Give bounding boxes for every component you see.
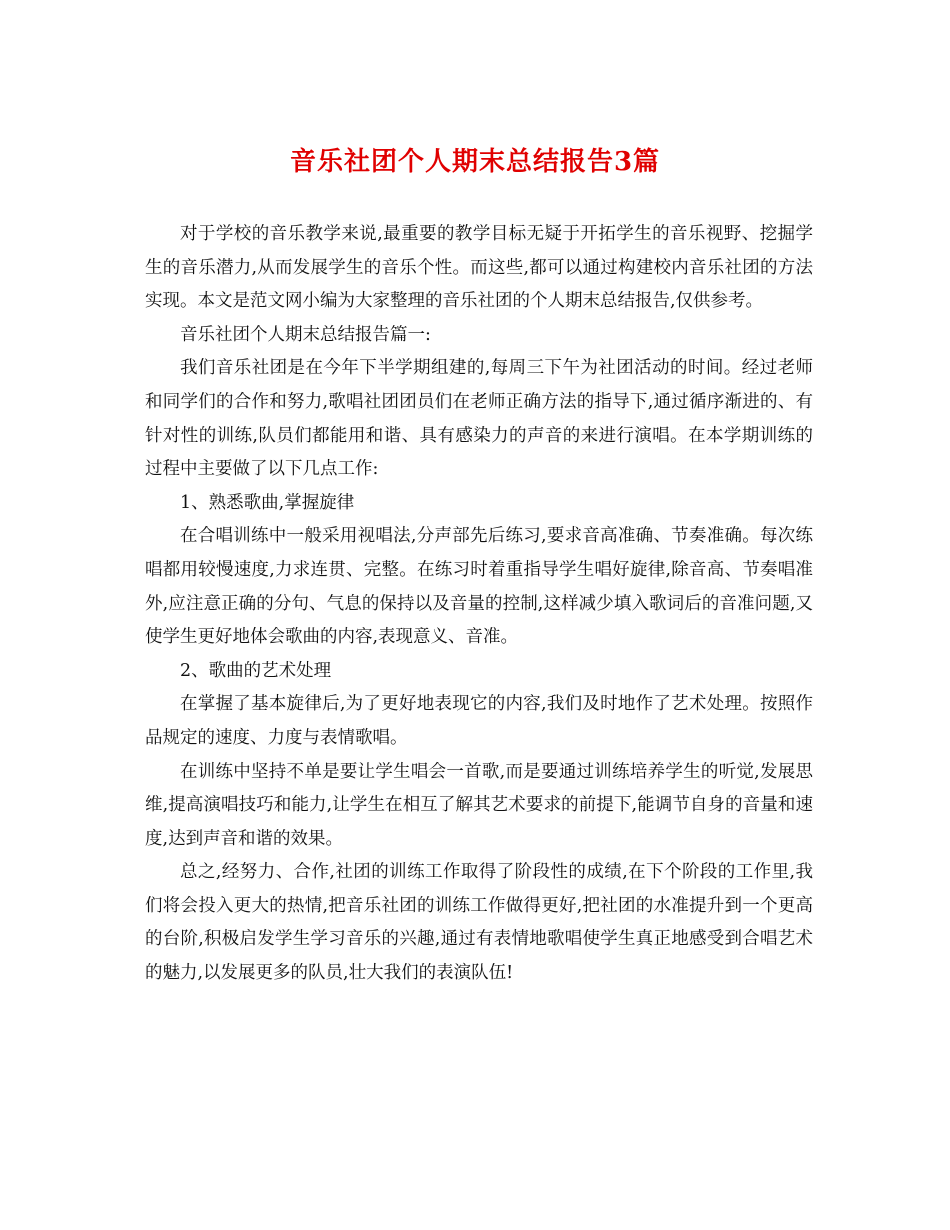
- section-heading-part-one: 音乐社团个人期末总结报告篇一:: [180, 324, 431, 345]
- paragraph-artistic-processing: 在掌握了基本旋律后,为了更好地表现它的内容,我们及时地作了艺术处理。按照作品规定的速度、力度与表情歌唱。: [145, 694, 813, 748]
- paragraph-training-goals: 在训练中坚持不单是要让学生唱会一首歌,而是要通过训练培养学生的听觉,发展思维,提高演唱技巧和能力,让学生在相互了解其艺术要求的前提下,能调节自身的音量和速度,达到声音和谐的效果。: [145, 761, 813, 849]
- document-title: 音乐社团个人期末总结报告3篇: [289, 147, 661, 177]
- document-body: [145, 218, 813, 991]
- paragraph-intro: 对于学校的音乐教学来说,最重要的教学目标无疑于开拓学生的音乐视野、挖掘学生的音乐潜力,从而发展学生的音乐个性。而这些,都可以通过构建校内音乐社团的方法实现。本文是范文网小编为大家整理的音乐社团的个人期末总结报告,仅供参考。: [145, 224, 813, 312]
- subheading-familiarize-songs: 1、熟悉歌曲,掌握旋律: [180, 492, 355, 513]
- paragraph-conclusion: 总之,经努力、合作,社团的训练工作取得了阶段性的成绩,在下个阶段的工作里,我们将会投入更大的热情,把音乐社团的训练工作做得更好,把社团的水准提升到一个更高的台阶,积极启发学生学习音乐的兴趣,通过有表情地歌唱使学生真正地感受到合唱艺术的魅力,以发展更多的队员,壮大我们的表演队伍!: [145, 862, 813, 984]
- subheading-artistic-processing: 2、歌曲的艺术处理: [180, 660, 332, 681]
- paragraph-sight-singing: 在合唱训练中一般采用视唱法,分声部先后练习,要求音高准确、节奏准确。每次练唱都用较慢速度,力求连贯、完整。在练习时着重指导学生唱好旋律,除音高、节奏唱准外,应注意正确的分句、气息的保持以及音量的控制,这样减少填入歌词后的音准问题,又使学生更好地体会歌曲的内容,表现意义、音准。: [145, 526, 813, 648]
- paragraph-club-overview: 我们音乐社团是在今年下半学期组建的,每周三下午为社团活动的时间。经过老师和同学们的合作和努力,歌唱社团团员们在老师正确方法的指导下,通过循序渐进的、有针对性的训练,队员们都能用和谐、具有感染力的声音的来进行演唱。在本学期训练的过程中主要做了以下几点工作:: [145, 358, 813, 480]
